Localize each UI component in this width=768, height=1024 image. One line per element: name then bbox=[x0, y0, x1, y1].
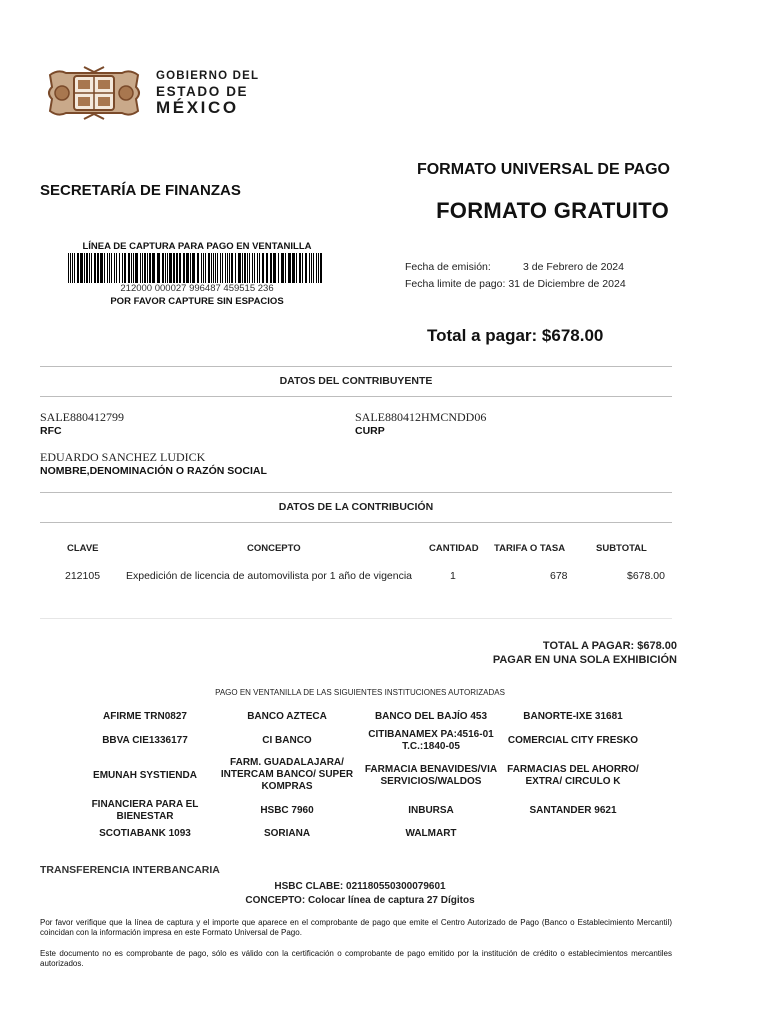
rfc-field bbox=[40, 410, 124, 437]
curp-field bbox=[355, 410, 486, 437]
limite-row bbox=[405, 276, 626, 293]
bank-item: BANORTE-IXE 31681 bbox=[523, 711, 623, 722]
bank-item: FARMACIA BENAVIDES/VIA SERVICIOS/WALDOS bbox=[364, 764, 498, 787]
government-logo bbox=[44, 65, 284, 121]
dates-block bbox=[405, 259, 626, 292]
header-clave: CLAVE bbox=[67, 543, 99, 554]
header-tarifa: TARIFA O TASA bbox=[494, 543, 566, 554]
limite-value: 31 de Diciembre de 2024 bbox=[508, 277, 626, 290]
divider bbox=[40, 366, 672, 367]
bank-item: FARM. GUADALAJARA/ INTERCAM BANCO/ SUPER KOMPRAS bbox=[220, 757, 354, 792]
barcode-caption: LÍNEA DE CAPTURA PARA PAGO EN VENTANILLA bbox=[82, 241, 312, 252]
bank-item: COMERCIAL CITY FRESKO bbox=[507, 735, 639, 746]
contribucion-section-title: DATOS DE LA CONTRIBUCIÓN bbox=[278, 501, 434, 513]
bank-item: SANTANDER 9621 bbox=[529, 805, 617, 816]
divider bbox=[40, 396, 672, 397]
cell-concepto: Expedición de licencia de automovilista por 1 año de vigencia bbox=[126, 570, 413, 582]
nombre-field bbox=[40, 450, 267, 477]
summary-exhibicion: PAGAR EN UNA SOLA EXHIBICIÓN bbox=[492, 654, 677, 666]
header-subtotal: SUBTOTAL bbox=[596, 543, 647, 554]
divider bbox=[40, 618, 672, 619]
formato-gratuito-title: FORMATO GRATUITO bbox=[436, 198, 669, 223]
cell-subtotal: $678.00 bbox=[627, 570, 665, 582]
disclaimer-note: Este documento no es comprobante de pago, sólo es válido con la certificación o comprobante de pago emitido por la institución de crédito o establecimientos mercantiles autorizados. bbox=[40, 949, 672, 968]
bank-item: INBURSA bbox=[408, 805, 454, 816]
formato-universal-title: FORMATO UNIVERSAL DE PAGO bbox=[416, 161, 670, 178]
bank-item: CITIBANAMEX PA:4516-01 T.C.:1840-05 bbox=[368, 729, 494, 752]
divider bbox=[40, 522, 672, 523]
divider bbox=[40, 492, 672, 493]
logo-line-3: MÉXICO bbox=[156, 98, 239, 117]
logo-line-1: GOBIERNO DEL bbox=[156, 70, 260, 82]
bank-item: EMUNAH SYSTIENDA bbox=[93, 770, 197, 781]
bank-item: HSBC 7960 bbox=[260, 805, 314, 816]
cell-tarifa: 678 bbox=[550, 570, 568, 582]
bank-item: CI BANCO bbox=[262, 735, 312, 746]
rfc-value: SALE880412799 bbox=[40, 410, 124, 424]
capture-line-number: 212000 000027 996487 459515 236 bbox=[68, 283, 326, 294]
bank-item: BBVA CIE1336177 bbox=[102, 735, 188, 746]
clabe-concepto: CONCEPTO: Colocar línea de captura 27 Dígitos bbox=[245, 895, 475, 906]
cell-clave: 212105 bbox=[65, 570, 101, 582]
barcode-icon bbox=[68, 253, 326, 286]
transferencia-title: TRANSFERENCIA INTERBANCARIA bbox=[40, 864, 220, 876]
payment-summary bbox=[493, 639, 677, 667]
bank-item: FARMACIAS DEL AHORRO/ EXTRA/ CIRCULO K bbox=[507, 764, 639, 787]
bank-item: SORIANA bbox=[263, 828, 311, 839]
bank-item: SCOTIABANK 1093 bbox=[99, 828, 191, 839]
bank-item: AFIRME TRN0827 bbox=[103, 711, 187, 722]
nombre-value: EDUARDO SANCHEZ LUDICK bbox=[40, 450, 206, 464]
nombre-label: NOMBRE,DENOMINACIÓN O RAZÓN SOCIAL bbox=[40, 465, 267, 477]
header-cantidad: CANTIDAD bbox=[429, 543, 479, 554]
bank-item: BANCO DEL BAJÍO 453 bbox=[374, 711, 488, 722]
state-seal-icon bbox=[44, 65, 144, 121]
institutions-title: PAGO EN VENTANILLA DE LAS SIGUIENTES INSTITUCIONES AUTORIZADAS bbox=[215, 688, 505, 697]
logo-line-2: ESTADO DE bbox=[156, 83, 249, 99]
bank-item: BANCO AZTECA bbox=[247, 711, 327, 722]
emision-value: 3 de Febrero de 2024 bbox=[523, 261, 624, 273]
curp-label: CURP bbox=[355, 425, 385, 437]
summary-total: TOTAL A PAGAR: $678.00 bbox=[542, 640, 677, 652]
clabe-number: HSBC CLABE: 021180550300079601 bbox=[274, 881, 446, 892]
curp-value: SALE880412HMCNDD06 bbox=[355, 410, 487, 424]
header-concepto: CONCEPTO bbox=[247, 543, 301, 554]
secretaria-title: SECRETARÍA DE FINANZAS bbox=[40, 182, 241, 199]
verification-note: Por favor verifique que la línea de captura y el importe que aparece en el comprobante de pago que emite el Centro Autorizado de Pago (Banco o Establecimiento Mercantil) coincidan con la información impresa en este Formato Universal de Pago. bbox=[40, 918, 672, 937]
bank-item: WALMART bbox=[405, 828, 457, 839]
limite-label: Fecha limite de pago: bbox=[405, 277, 506, 290]
emision-label: Fecha de emisión: bbox=[405, 261, 491, 273]
clabe-block bbox=[40, 880, 680, 908]
cell-cantidad: 1 bbox=[450, 570, 456, 582]
bank-item: FINANCIERA PARA EL BIENESTAR bbox=[91, 799, 199, 822]
emision-row bbox=[405, 259, 626, 276]
rfc-label: RFC bbox=[40, 425, 62, 437]
total-a-pagar: Total a pagar: $678.00 bbox=[427, 326, 604, 345]
contribuyente-section-title: DATOS DEL CONTRIBUYENTE bbox=[279, 375, 433, 387]
barcode-hint: POR FAVOR CAPTURE SIN ESPACIOS bbox=[110, 296, 284, 307]
